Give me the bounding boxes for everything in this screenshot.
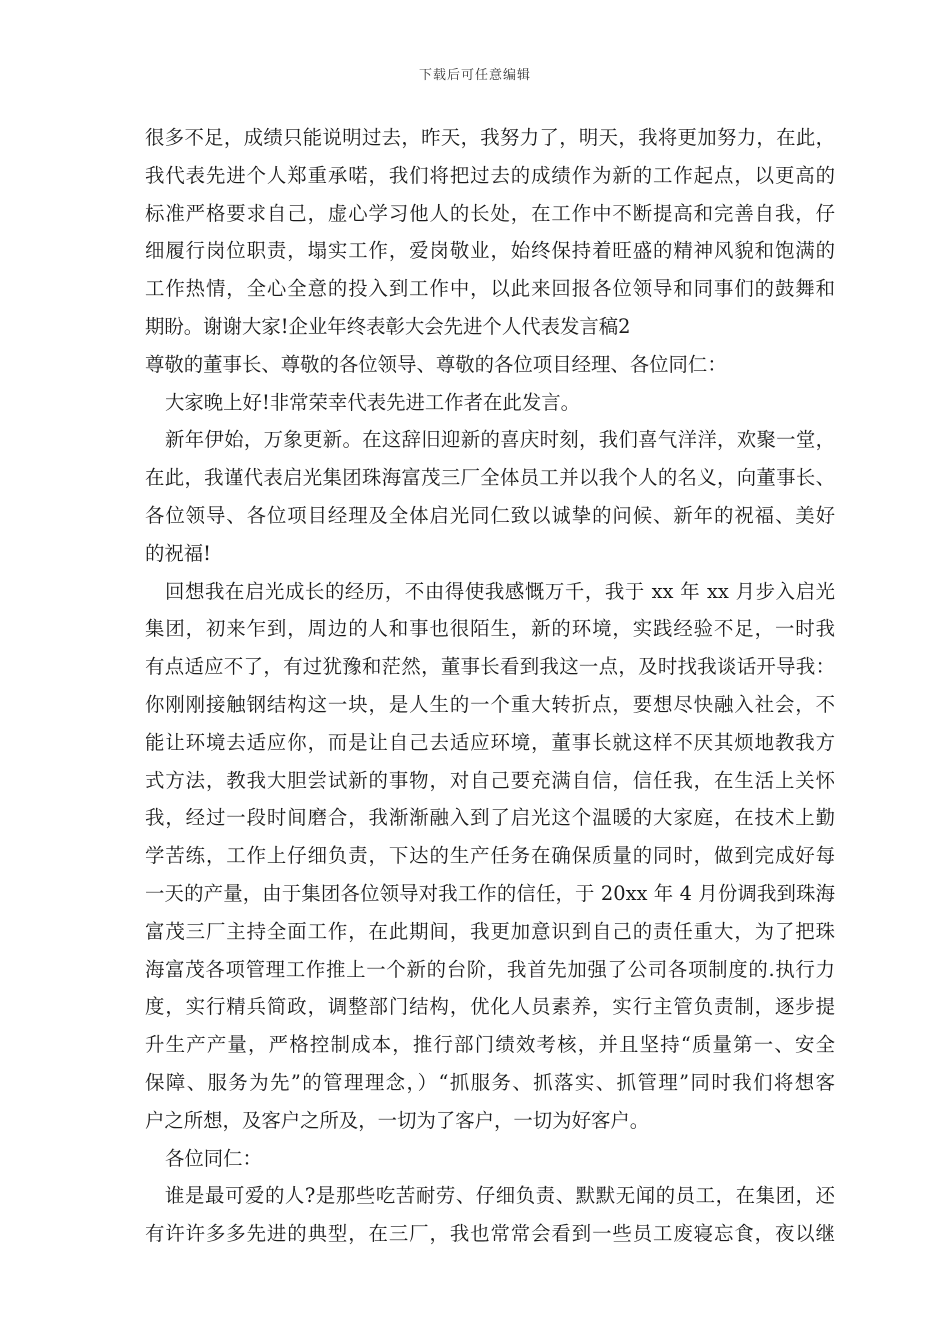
text-line: 各位同仁：	[165, 1146, 262, 1170]
text-line: 户之所想，及客户之所及，一切为了客户，一切为好客户。	[145, 1108, 650, 1132]
text-line: 有许许多多先进的典型，在三厂，我也常常会看到一些员工废寝忘食，夜以继	[145, 1222, 835, 1246]
text-line: 各位领导、各位项目经理及全体启光同仁致以诚挚的问候、新年的祝福、美好	[145, 503, 835, 527]
text-line: 我代表先进个人郑重承喏，我们将把过去的成绩作为新的工作起点，以更高的	[145, 163, 835, 187]
text-line: 工作热情，全心全意的投入到工作中，以此来回报各位领导和同事们的鼓舞和	[145, 277, 835, 301]
text-line: 你刚刚接触钢结构这一块，是人生的一个重大转折点，要想尽快融入社会，不	[145, 692, 835, 716]
text-line: 集团，初来乍到，周边的人和事也很陌生，新的环境，实践经验不足，一时我	[145, 617, 835, 641]
text-line: 学苦练，工作上仔细负责，下达的生产任务在确保质量的同时，做到完成好每	[145, 844, 835, 868]
text-line: 回想我在启光成长的经历，不由得使我感慨万千，我于 xx 年 xx 月步入启光	[165, 579, 835, 603]
text-line: 式方法，教我大胆尝试新的事物，对自己要充满自信，信任我，在生活上关怀	[145, 768, 835, 792]
document-body	[145, 119, 835, 1253]
text-line: 度，实行精兵简政，调整部门结构，优化人员素养，实行主管负责制，逐步提	[145, 995, 835, 1019]
text-line: 细履行岗位职责，塌实工作，爱岗敬业，始终保持着旺盛的精神风貌和饱满的	[145, 239, 835, 263]
text-line: 海富茂各项管理工作推上一个新的台阶，我首先加强了公司各项制度的.执行力	[145, 957, 835, 981]
text-line: 一天的产量，由于集团各位领导对我工作的信任，于 20xx 年 4 月份调我到珠海	[145, 881, 835, 905]
text-line: 谁是最可爱的人?是那些吃苦耐劳、仔细负责、默默无闻的员工，在集团，还	[165, 1184, 835, 1208]
text-line: 富茂三厂主持全面工作，在此期间，我更加意识到自己的责任重大，为了把珠	[145, 919, 835, 943]
text-line: 期盼。谢谢大家!企业年终表彰大会先进个人代表发言稿2	[145, 314, 631, 338]
text-line: 能让环境去适应你，而是让自己去适应环境，董事长就这样不厌其烦地教我方	[145, 730, 835, 754]
text-line: 有点适应不了，有过犹豫和茫然，董事长看到我这一点，及时找我谈话开导我：	[145, 655, 835, 679]
text-line: 在此，我谨代表启光集团珠海富茂三厂全体员工并以我个人的名义，向董事长、	[145, 466, 835, 490]
text-line: 尊敬的董事长、尊敬的各位领导、尊敬的各位项目经理、各位同仁：	[145, 352, 727, 376]
text-line: 的祝福!	[145, 541, 211, 565]
text-line: 升生产产量，严格控制成本，推行部门绩效考核，并且坚持“质量第一、安全	[145, 1033, 835, 1057]
text-line: 大家晚上好!非常荣幸代表先进工作者在此发言。	[165, 390, 580, 414]
text-line: 很多不足，成绩只能说明过去，昨天，我努力了，明天，我将更加努力，在此，	[145, 126, 835, 149]
text-line: 新年伊始，万象更新。在这辞旧迎新的喜庆时刻，我们喜气洋洋，欢聚一堂，	[165, 428, 835, 452]
text-line: 标准严格要求自己，虚心学习他人的长处，在工作中不断提高和完善自我，仔	[145, 201, 835, 225]
text-line: 我，经过一段时间磨合，我渐渐融入到了启光这个温暖的大家庭，在技术上勤	[145, 806, 835, 830]
page-header: 下载后可任意编辑	[418, 68, 531, 83]
text-line: 保障、服务为先”的管理理念，）“抓服务、抓落实、抓管理”同时我们将想客	[145, 1070, 835, 1094]
